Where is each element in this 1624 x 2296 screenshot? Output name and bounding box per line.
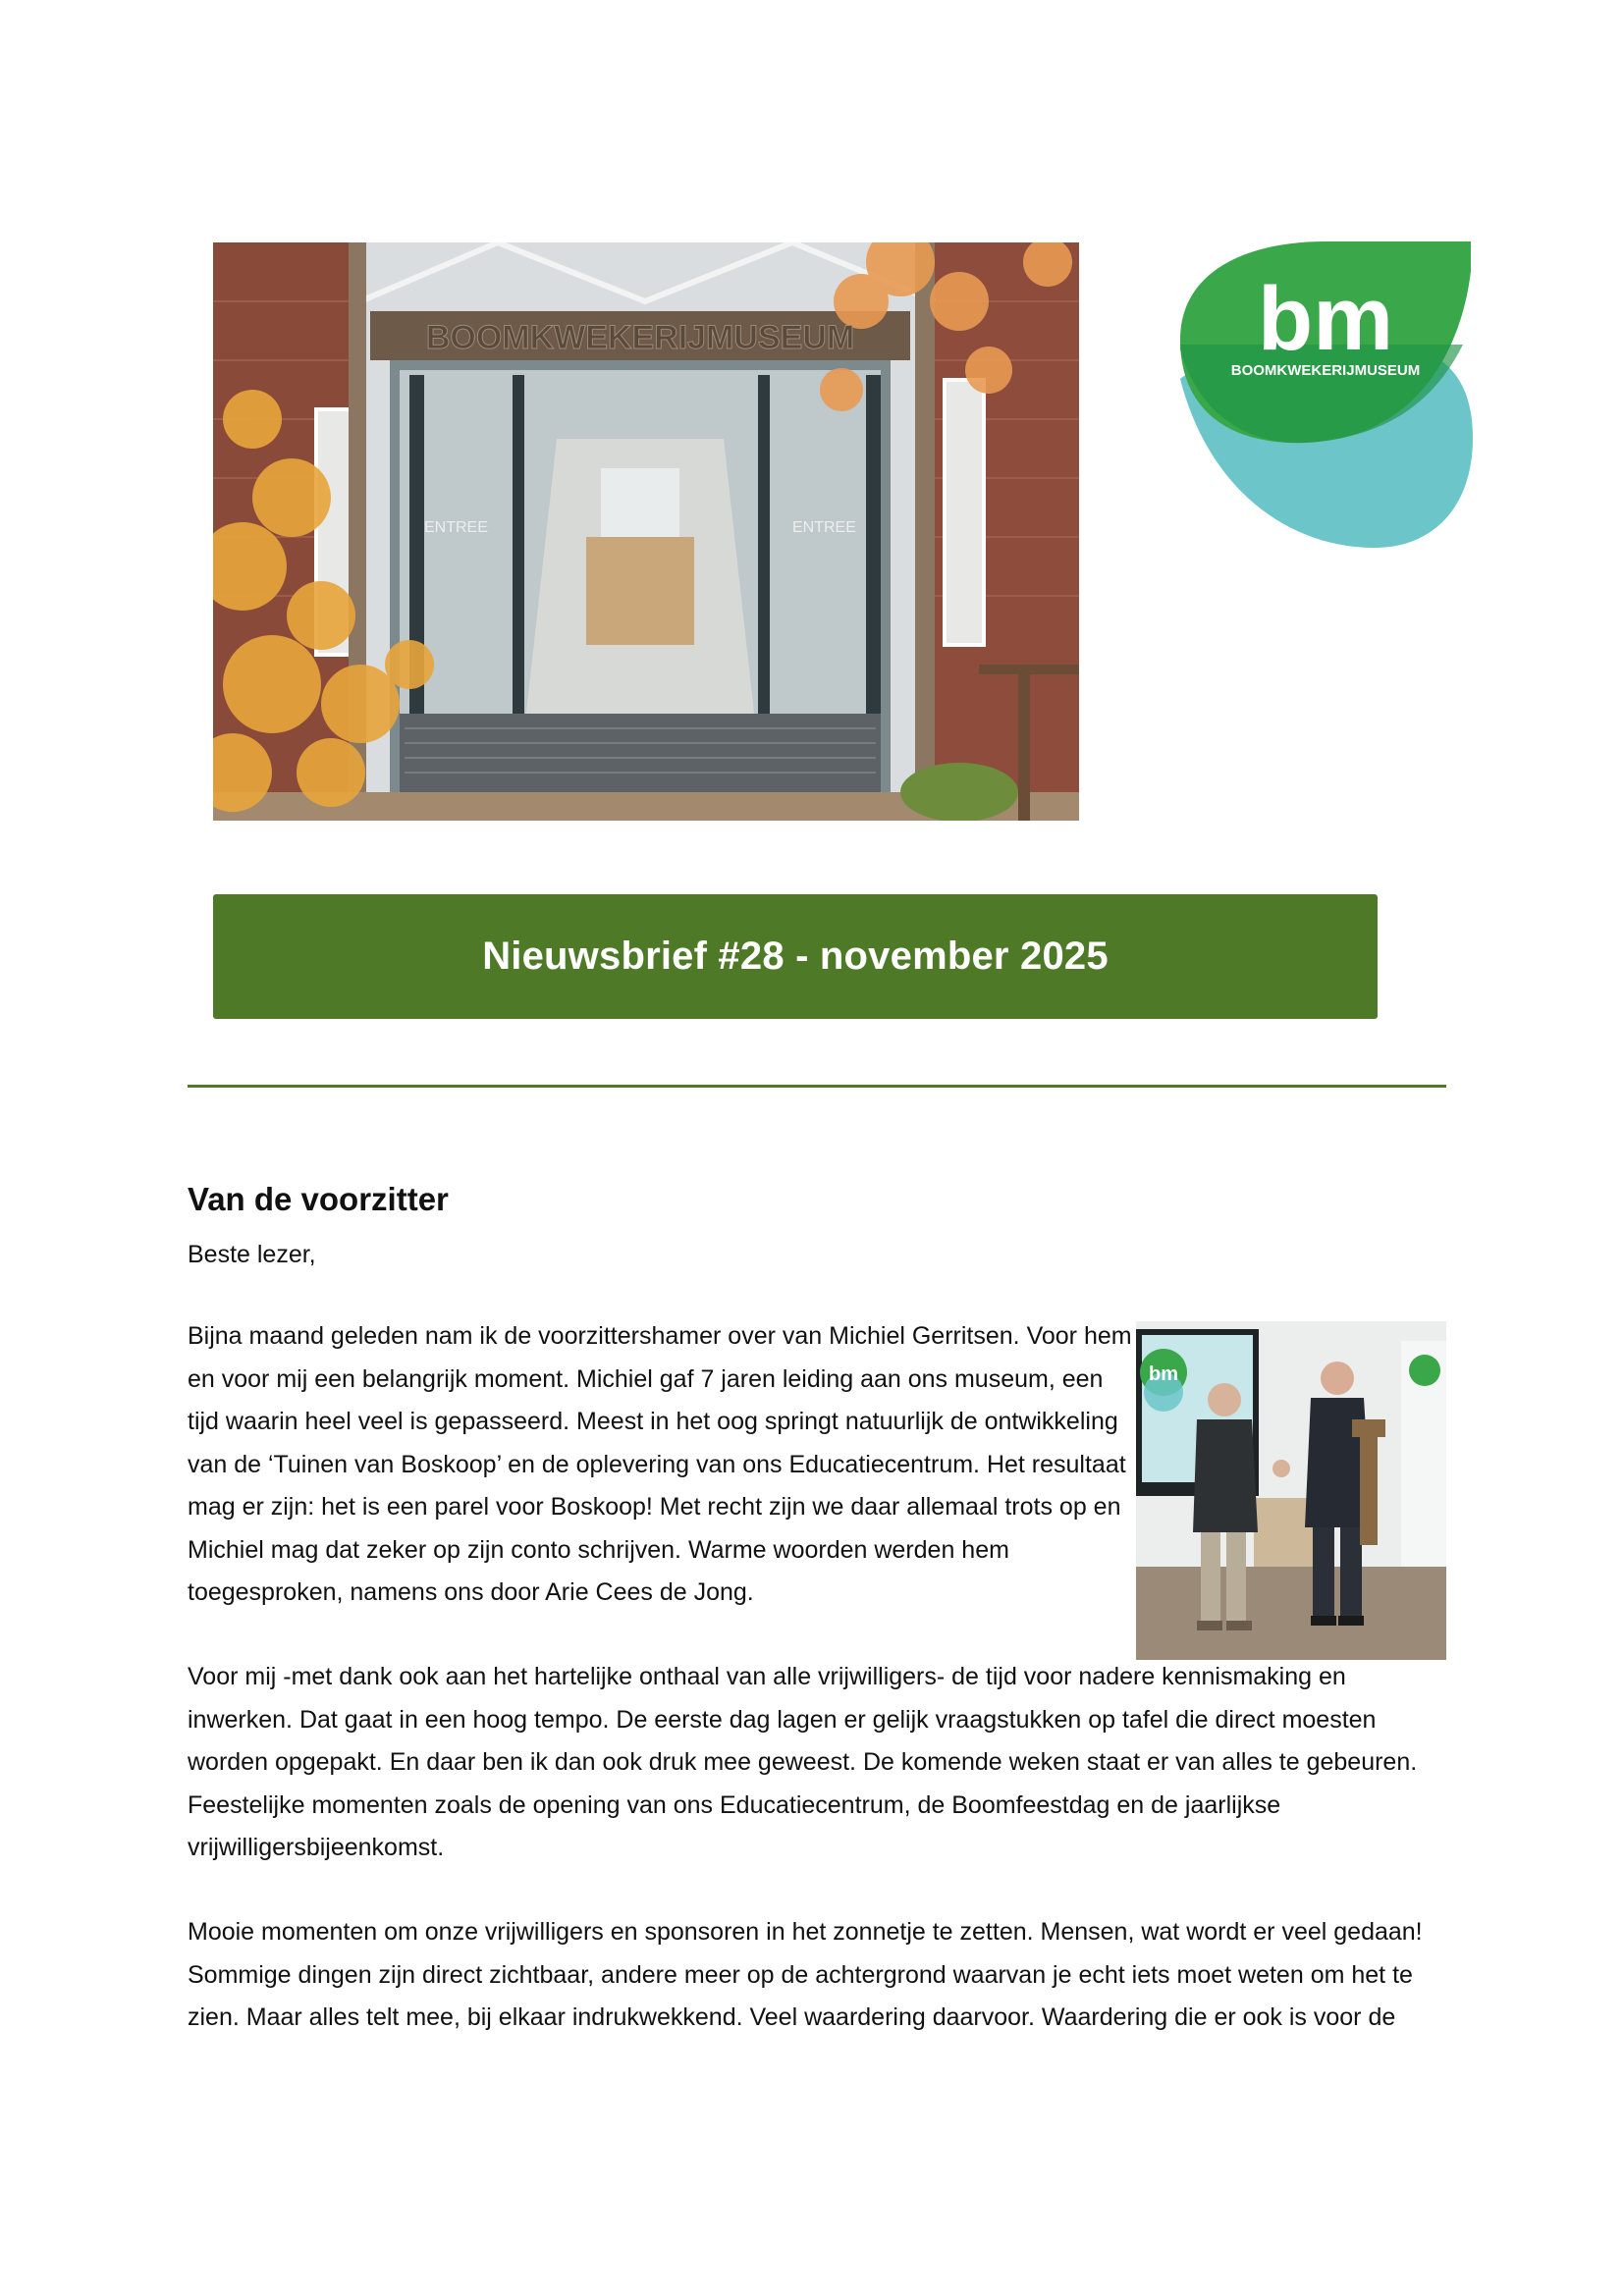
handshake-photo (1136, 1321, 1446, 1660)
paragraph-1: Bijna maand geleden nam ik de voorzittershamer over van Michiel Gerritsen. Voor hem en voor mij een belangrijk moment. Michiel gaf 7 jaren leiding aan ons museum, een tijd waarin heel veel is gepasseerd. Meest in het oog springt natuurlijk de ontwikkeling van de ‘Tuinen van Boskoop’ en de oplevering van ons Educatiecentrum. Het resultaat mag er zijn: het is een parel voor Boskoop! Met recht zijn we daar allemaal trots op en Michiel mag dat zeker op zijn conto schrijven. Warme woorden werden hem toegesproken, namens ons door Arie Cees de Jong. (188, 1322, 1132, 1606)
section-heading: Van de voorzitter (188, 1181, 449, 1217)
section-divider (188, 1085, 1446, 1088)
logo-letters: bm (1258, 269, 1393, 369)
museum-logo (1178, 241, 1473, 549)
newsletter-title: Nieuwsbrief #28 - november 2025 (482, 934, 1109, 978)
newsletter-banner (213, 894, 1378, 1019)
museum-entrance-photo (213, 242, 1079, 821)
hero-sign-text: BOOMKWEKERIJMUSEUM (425, 319, 855, 356)
paragraph-2: Voor mij -met dank ook aan het hartelijke onthaal van alle vrijwilligers- de tijd voor nadere kennismaking en inwerken. Dat gaat in een hoog tempo. De eerste dag lagen er gelijk vraagstukken op tafel die direct moesten worden opgepakt. En daar ben ik dan ook druk mee geweest. De komende weken staat er van alles te gebeuren. Feestelijke momenten zoals de opening van ons Educatiecentrum, de Boomfeestdag en de jaarlijkse vrijwilligersbijeenkomst. (188, 1663, 1418, 1861)
screen-logo: bm (1149, 1363, 1178, 1385)
paragraph-3: Mooie momenten om onze vrijwilligers en sponsoren in het zonnetje te zetten. Mensen, wat wordt er veel gedaan! Sommige dingen zijn direct zichtbaar, andere meer op de achtergrond waarvan je echt iets moet weten om het te zien. Maar alles telt mee, bij elkaar indrukwekkend. Veel waardering daarvoor. Waardering die er ook is voor de (188, 1918, 1423, 2031)
greeting: Beste lezer, (188, 1241, 316, 1268)
logo-name: BOOMKWEKERIJMUSEUM (1230, 362, 1421, 379)
hero-door-left-text: ENTREE (424, 519, 488, 536)
hero-door-right-text: ENTREE (792, 519, 856, 536)
